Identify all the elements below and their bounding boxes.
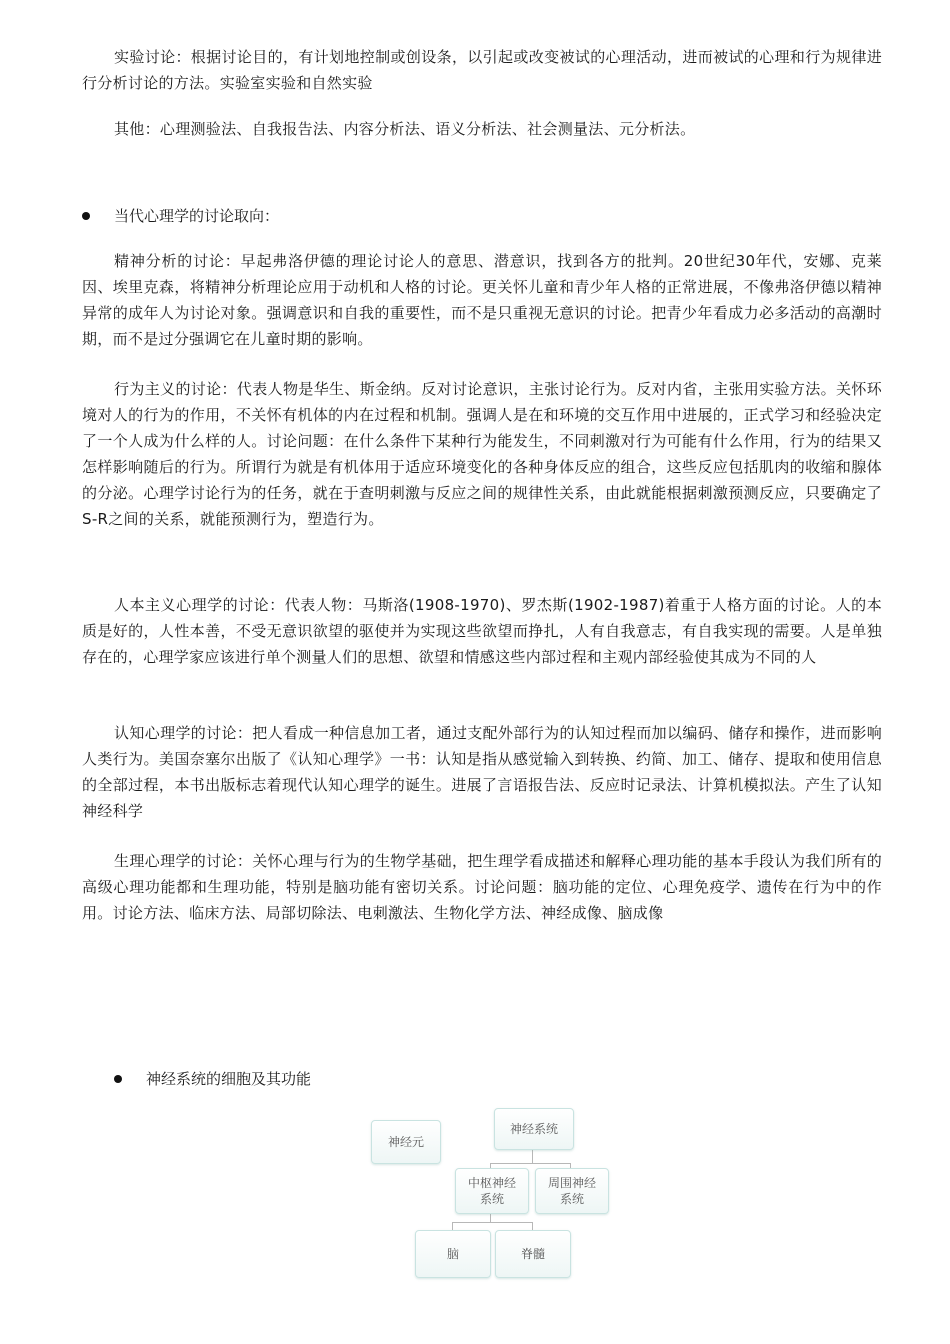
node-label: 周围神经 [547,1176,596,1190]
node-label: 系统 [559,1192,584,1206]
paragraph-psychoanalysis: 精神分析的讨论：早起弗洛伊德的理论讨论人的意思、潜意识，找到各方的批判。20世纪30年代，安娜、克莱因、埃里克森，将精神分析理论应用于动机和人格的讨论。更关怀儿童和青少年人格的正常进展，不像弗洛伊德以精神异常的成年人为讨论对象。强调意识和自我的重要性，而不是只重视无意识的讨论。把青少年看成力必多活动的高潮时期，而不是过分强调它在儿童时期的影响。 [82,252,882,348]
connector-line [490,1163,570,1164]
connector-line [532,1222,533,1230]
diagram-node-spinal-cord [495,1230,571,1278]
paragraph-physiological: 生理心理学的讨论：关怀心理与行为的生物学基础，把生理学看成描述和解释心理功能的基本手段认为我们所有的高级心理功能都和生理功能，特别是脑功能有密切关系。讨论问题：脑功能的定位、心理免疫学、遗传在行为中的作用。讨论方法、临床方法、局部切除法、电刺激法、生物化学方法、神经成像、脑成像 [82,852,882,922]
connector-line [452,1222,453,1230]
section-title-nervous-cells: 神经系统的细胞及其功能 [146,1070,312,1088]
paragraph-cognitive: 认知心理学的讨论：把人看成一种信息加工者，通过支配外部行为的认知过程而加以编码、储存和操作，进而影响人类行为。美国奈塞尔出版了《认知心理学》一书：认知是指从感觉输入到转换、约简、加工、储存、提取和使用信息的全部过程，本书出版标志着现代认知心理学的诞生。进展了言语报告法、反应时记录法、计算机模拟法。产生了认知神经科学 [82,724,882,820]
node-label: 脊髓 [520,1247,545,1261]
paragraph-behaviorism: 行为主义的讨论：代表人物是华生、斯金纳。反对讨论意识，主张讨论行为。反对内省，主张用实验方法。关怀环境对人的行为的作用，不关怀有机体的内在过程和机制。强调人是在和环境的交互作用中进展的，正式学习和经验决定了一个人成为什么样的人。讨论问题：在什么条件下某种行为能发生，不同刺激对行为可能有什么作用，行为的结果又怎样影响随后的行为。所谓行为就是有机体用于适应环境变化的各种身体反应的组合，这些反应包括肌肉的收缩和腺体的分泌。心理学讨论行为的任务，就在于查明刺激与反应之间的规律性关系，由此就能根据刺激预测反应，只要确定了S-R之间的关系，就能预测行为，塑造行为。 [82,380,882,528]
node-label: 脑 [446,1247,459,1261]
paragraph-other-methods: 其他：心理测验法、自我报告法、内容分析法、语义分析法、社会测量法、元分析法。 [114,120,696,138]
connector-line [452,1222,532,1223]
node-label: 中枢神经 [467,1176,516,1190]
node-label: 系统 [479,1192,504,1206]
connector-line [532,1149,533,1163]
diagram-node-nervous-system [494,1108,574,1150]
diagram-node-neuron [371,1120,441,1164]
bullet-icon [82,212,90,220]
bullet-icon [114,1075,122,1083]
diagram-node-peripheral-nervous-system [535,1168,609,1214]
paragraph-humanism: 人本主义心理学的讨论：代表人物：马斯洛(1908-1970)、罗杰斯(1902-1987)着重于人格方面的讨论。人的本质是好的，人性本善，不受无意识欲望的驱使并为实现这些欲望而挣扎，人有自我意志，有自我实现的需要。人是单独存在的，心理学家应该进行单个测量人们的思想、欲望和情感这些内部过程和主观内部经验使其成为不同的人 [82,596,882,666]
node-label: 神经系统 [509,1122,558,1136]
diagram-node-brain [415,1230,491,1278]
diagram-node-central-nervous-system [455,1168,529,1214]
node-label: 神经元 [387,1135,424,1149]
section-title-research-orientations: 当代心理学的讨论取向： [114,207,280,225]
paragraph-experiment: 实验讨论：根据讨论目的，有计划地控制或创设条，以引起或改变被试的心理活动，进而被试的心理和行为规律进行分析讨论的方法。实验室实验和自然实验 [82,48,882,92]
